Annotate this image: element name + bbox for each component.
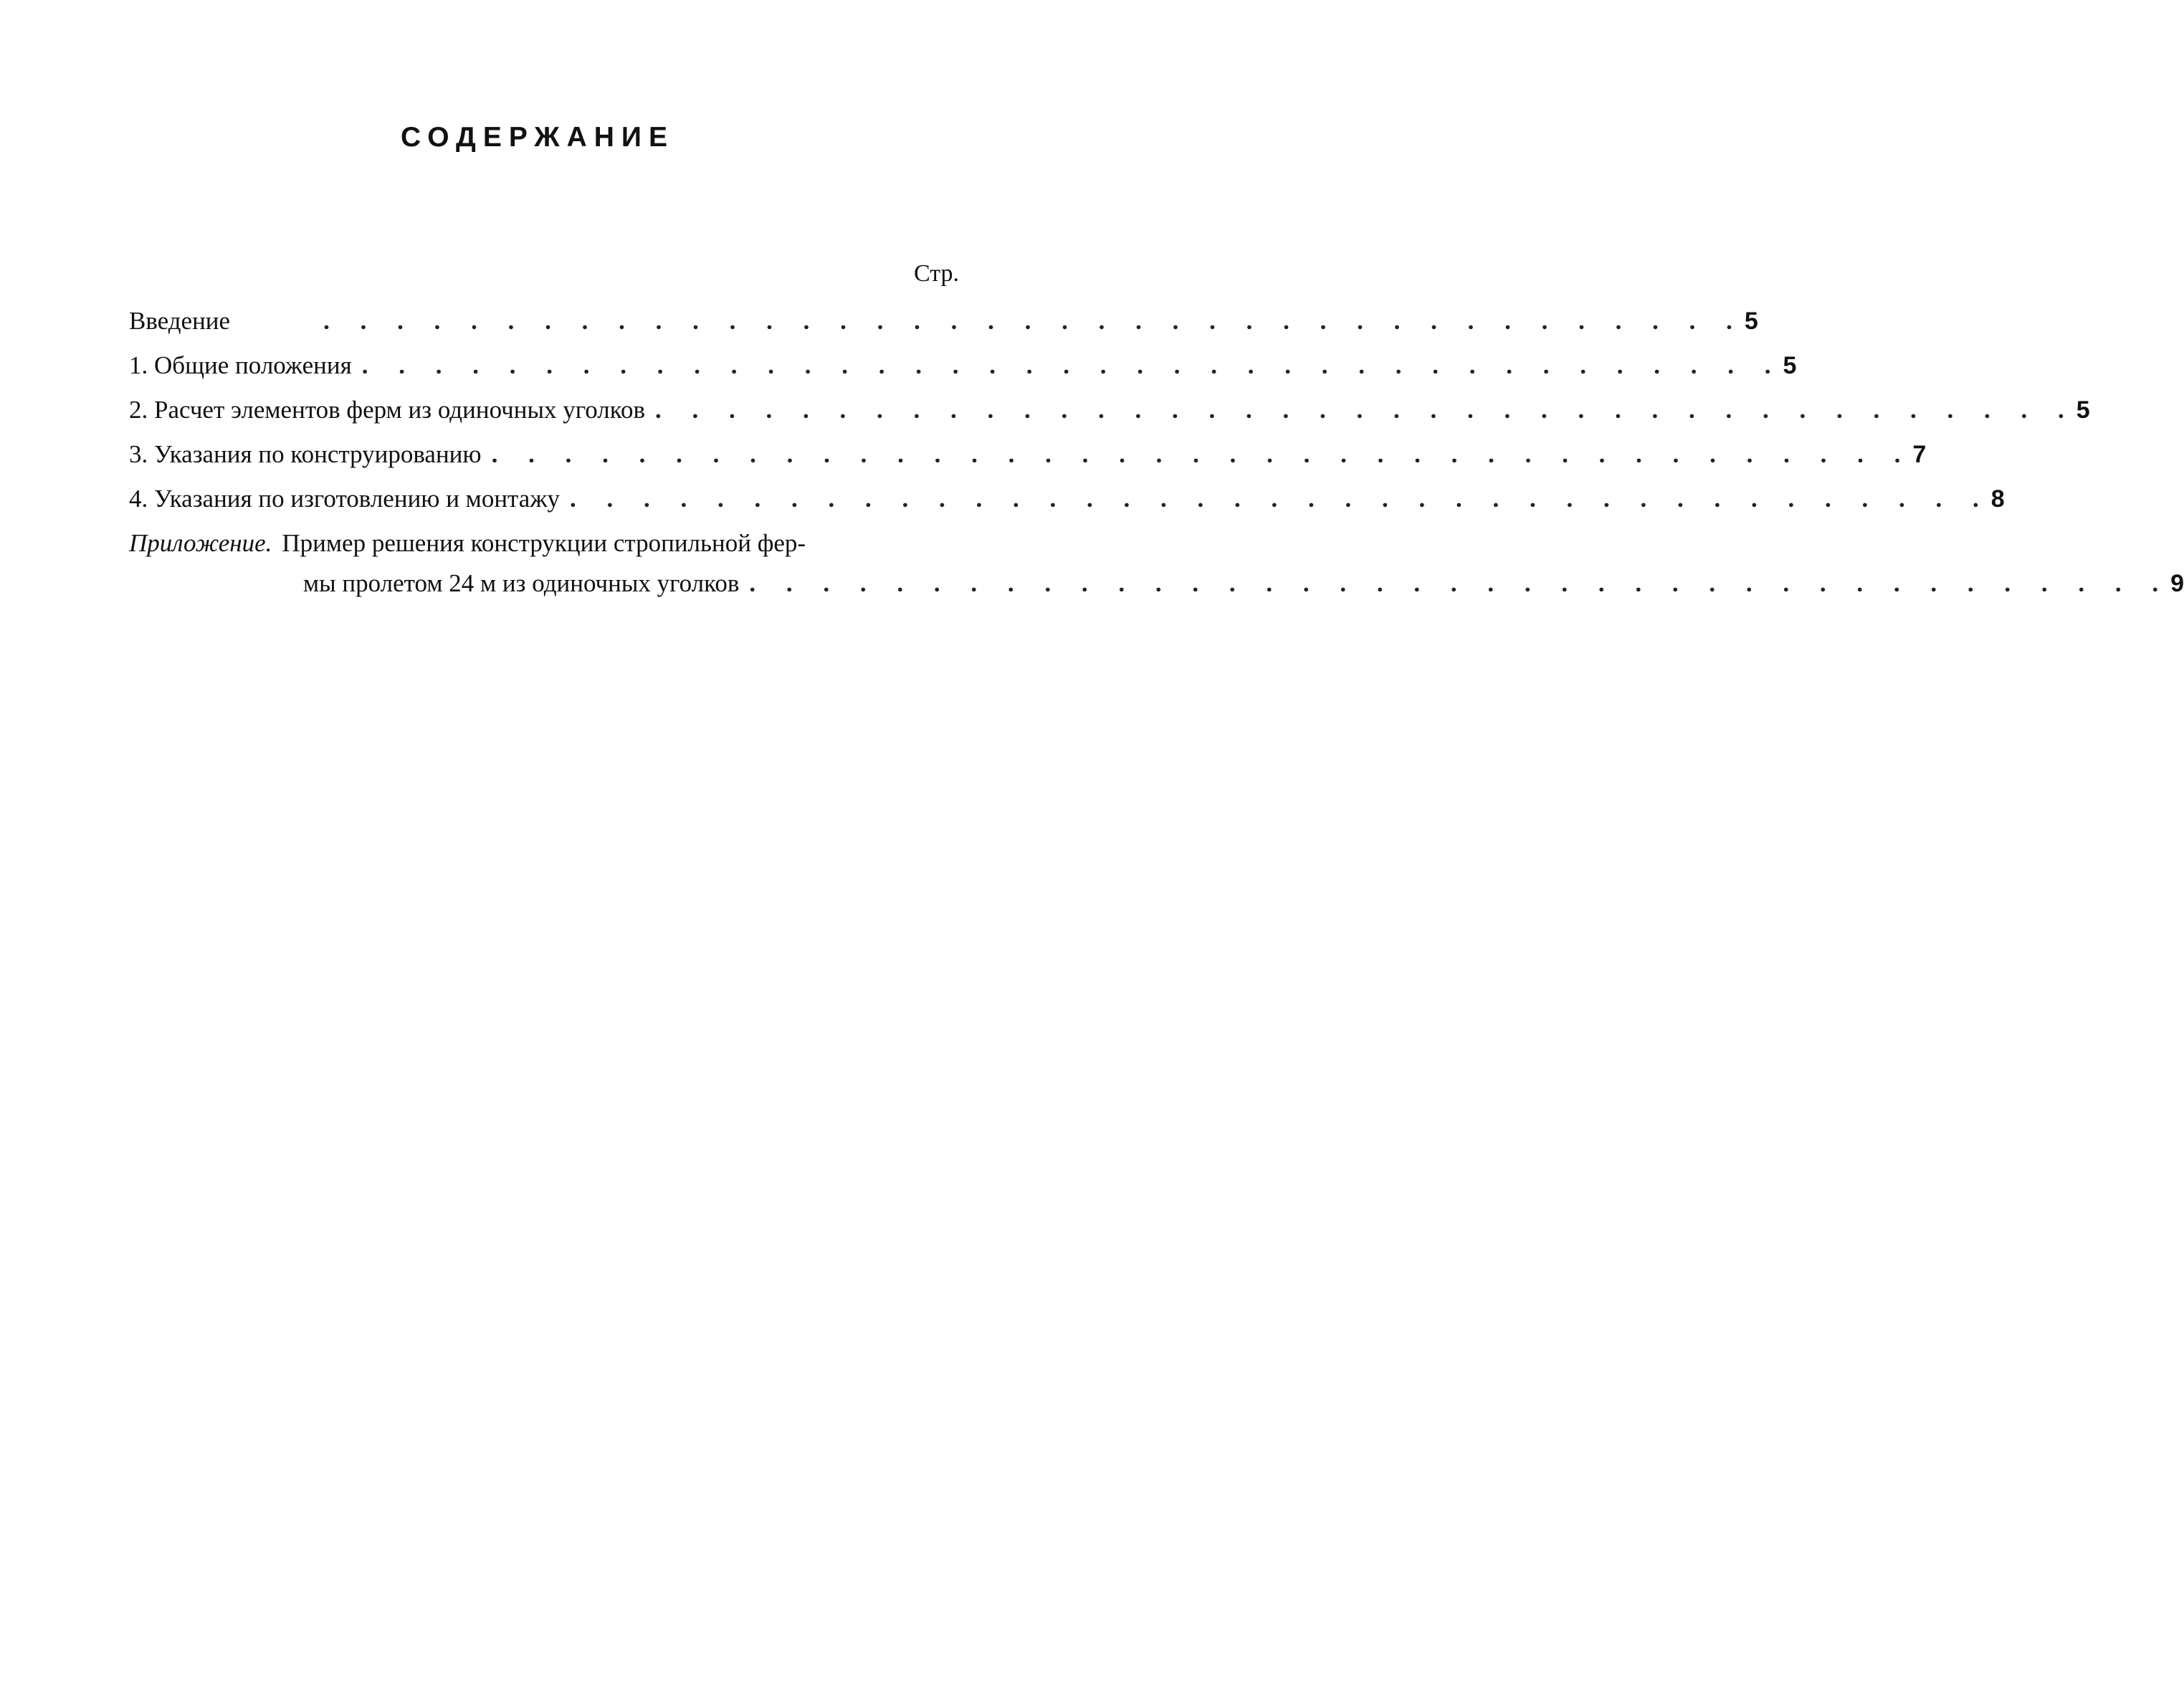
- toc-entry-page: 5: [2076, 396, 2090, 424]
- toc-leader-dots: . . . . . . . . . . . . . . . . . . . . . . . . . . . . . . . . . . . . . . .: [323, 307, 1745, 335]
- page-title: СОДЕРЖАНИЕ: [401, 122, 674, 153]
- toc-entry-title: 3. Указания по конструированию: [129, 440, 482, 468]
- appendix-title-line2: мы пролетом 24 м из одиночных уголков: [303, 569, 740, 597]
- toc-entry-calculation[interactable]: [129, 396, 2090, 440]
- toc-entry-appendix[interactable]: [129, 529, 2184, 598]
- toc-entry-page: 7: [1912, 441, 1927, 468]
- toc-leader-dots: . . . . . . . . . . . . . . . . . . . . . . . . . . . . . . . . . . . . . . .: [361, 351, 1783, 379]
- toc-leader-dots: . . . . . . . . . . . . . . . . . . . . . . . . . . . . . . . . . . . . . . .: [655, 396, 2076, 424]
- appendix-label: Приложение.: [129, 529, 272, 557]
- page-column-label: Стр.: [913, 260, 959, 287]
- toc-leader-dots: . . . . . . . . . . . . . . . . . . . . . . . . . . . . . . . . . . . . . . .: [570, 485, 1991, 513]
- toc-entry-manufacturing[interactable]: [129, 485, 2005, 529]
- table-of-contents: [129, 307, 2184, 598]
- toc-entry-general[interactable]: [129, 351, 1797, 396]
- toc-entry-title: Введение: [129, 307, 231, 335]
- toc-entry-introduction[interactable]: [129, 307, 1758, 351]
- toc-entry-page: 9: [2170, 570, 2184, 597]
- toc-leader-dots: . . . . . . . . . . . . . . . . . . . . . . . . . . . . . . . . . . . . . . .: [491, 440, 1913, 468]
- toc-entry-title: 4. Указания по изготовлению и монтажу: [129, 485, 560, 513]
- appendix-title-line1: Пример решения конструкции стропильной фер-: [282, 529, 806, 557]
- toc-entry-page: 5: [1744, 308, 1758, 335]
- toc-entry-title: 2. Расчет элементов ферм из одиночных уголков: [129, 396, 646, 424]
- toc-entry-page: 5: [1783, 352, 1797, 379]
- toc-entry-title: 1. Общие положения: [129, 351, 352, 379]
- toc-entry-design[interactable]: [129, 440, 1927, 485]
- toc-leader-dots: . . . . . . . . . . . . . . . . . . . . . . . . . . . . . . . . . . . . . . .: [749, 569, 2171, 597]
- toc-entry-page: 8: [1990, 485, 2005, 513]
